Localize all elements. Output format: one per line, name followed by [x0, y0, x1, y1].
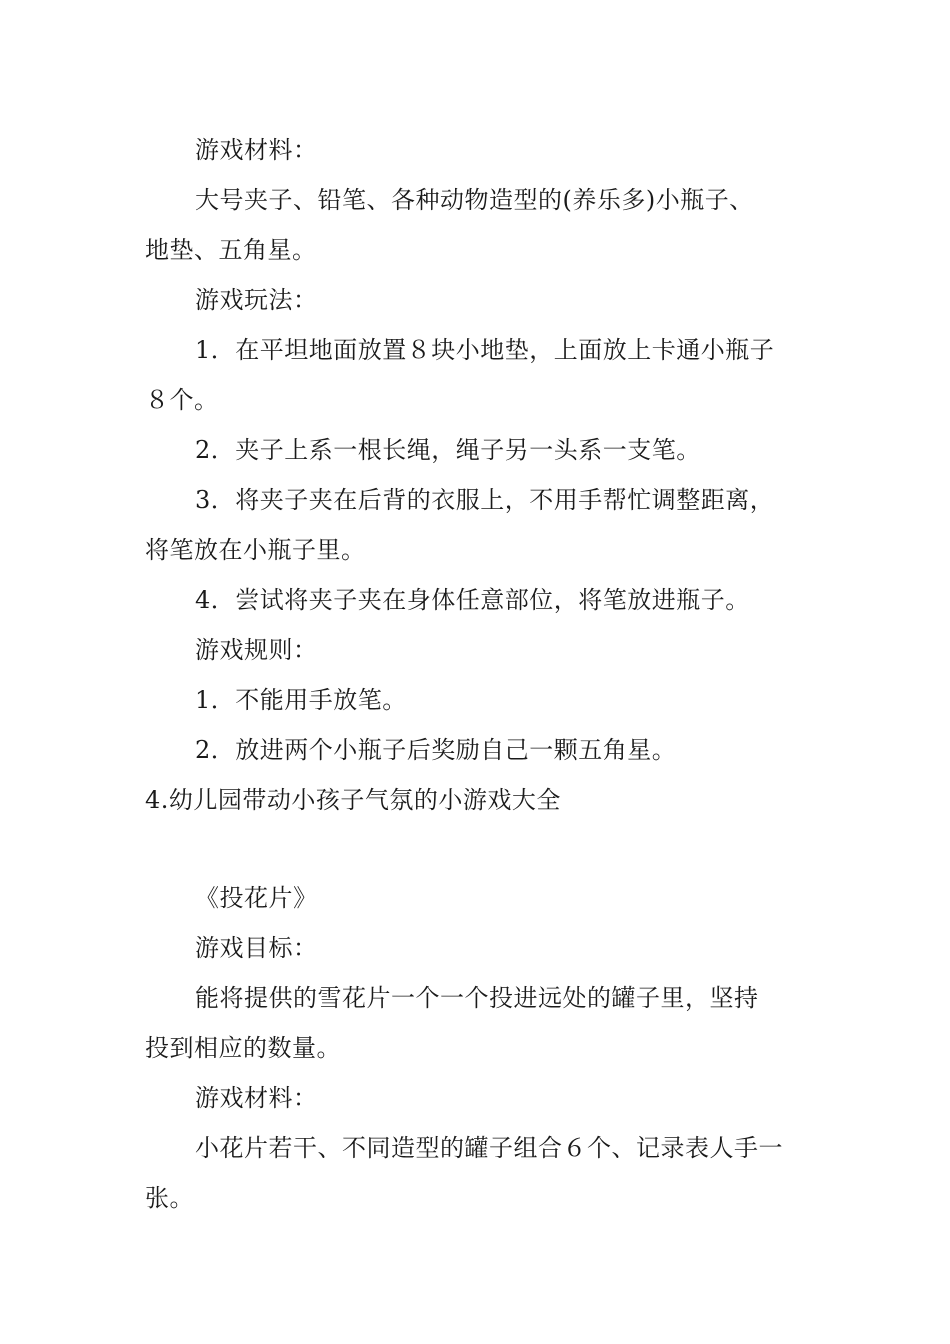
list-item: 4．尝试将夹子夹在身体任意部位，将笔放进瓶子。: [195, 586, 750, 614]
paragraph-line: 小花片若干、不同造型的罐子组合６个、记录表人手一: [195, 1134, 783, 1162]
paragraph-line: 大号夹子、铅笔、各种动物造型的(养乐多)小瓶子、: [195, 186, 754, 214]
list-item: 2．放进两个小瓶子后奖励自己一颗五角星。: [195, 736, 677, 764]
section-heading: 4.幼儿园带动小孩子气氛的小游戏大全: [145, 786, 561, 814]
list-item: 2．夹子上系一根长绳，绳子另一头系一支笔。: [195, 436, 701, 464]
list-item: 1．在平坦地面放置８块小地垫，上面放上卡通小瓶子: [195, 336, 775, 364]
section-label-rules: 游戏规则：: [195, 636, 318, 664]
section-label-goal: 游戏目标：: [195, 934, 318, 962]
section-label-materials: 游戏材料：: [195, 1084, 318, 1112]
paragraph-line: ８个。: [145, 386, 219, 414]
paragraph-line: 能将提供的雪花片一个一个投进远处的罐子里，坚持: [195, 984, 759, 1012]
list-item: 1．不能用手放笔。: [195, 686, 407, 714]
paragraph-line: 张。: [145, 1184, 194, 1212]
paragraph-line: 地垫、五角星。: [145, 236, 317, 264]
section-label-materials: 游戏材料：: [195, 136, 318, 164]
paragraph-line: 投到相应的数量。: [145, 1034, 341, 1062]
game-title: 《投花片》: [195, 884, 318, 912]
section-label-play: 游戏玩法：: [195, 286, 318, 314]
paragraph-line: 将笔放在小瓶子里。: [145, 536, 366, 564]
list-item: 3．将夹子夹在后背的衣服上，不用手帮忙调整距离，: [195, 486, 775, 514]
